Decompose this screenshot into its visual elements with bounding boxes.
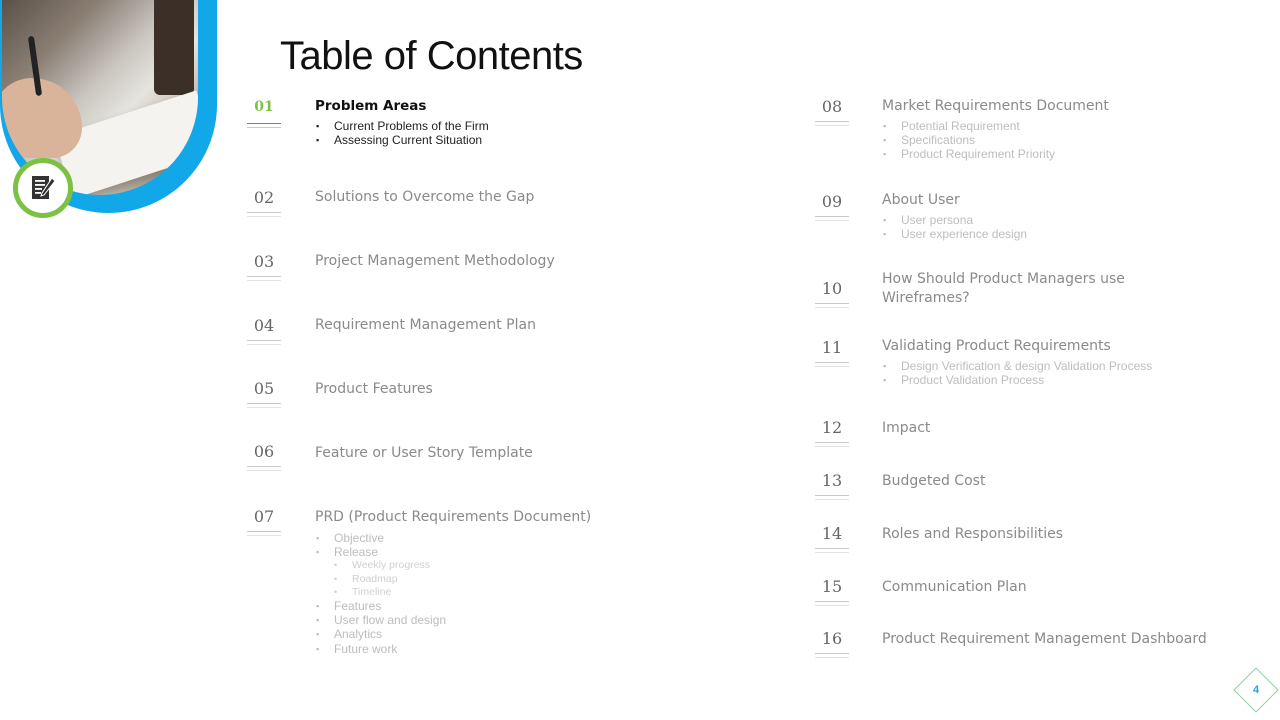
list-item: ▪ Design Verification & design Validation Process [901, 359, 1152, 373]
toc-number-11: 11 [815, 338, 849, 357]
toc-heading-13[interactable]: Budgeted Cost [882, 473, 986, 489]
toc-number-13: 13 [815, 471, 849, 490]
toc-heading-11[interactable]: Validating Product Requirements [882, 338, 1111, 354]
toc-number-03: 03 [247, 252, 281, 271]
toc-heading-06[interactable]: Feature or User Story Template [315, 445, 533, 461]
toc-heading-10[interactable]: How Should Product Managers use Wireframes? [882, 271, 1125, 306]
list-item: ▪ Release [334, 545, 446, 559]
toc-heading-05[interactable]: Product Features [315, 381, 433, 397]
toc-number-01: 01 [247, 99, 281, 115]
toc-number-15: 15 [815, 577, 849, 596]
list-item: • Roadmap [352, 573, 446, 586]
toc-number-14: 14 [815, 524, 849, 543]
toc-number-12: 12 [815, 418, 849, 437]
toc-number-09: 09 [815, 192, 849, 211]
list-item: ▪ Current Problems of the Firm [334, 119, 489, 133]
toc-heading-12[interactable]: Impact [882, 420, 931, 436]
toc-heading-15[interactable]: Communication Plan [882, 579, 1027, 595]
list-item: ▪ User persona [901, 213, 1027, 227]
toc-heading-07[interactable]: PRD (Product Requirements Document) [315, 509, 592, 525]
list-item: ▪ Product Requirement Priority [901, 147, 1055, 161]
list-item: ▪ Objective [334, 531, 446, 545]
page-number: 4 [1252, 684, 1260, 696]
toc-heading-01[interactable]: Problem Areas [315, 98, 427, 114]
toc-subitems-11 [901, 359, 1152, 387]
toc-number-02: 02 [247, 188, 281, 207]
list-item: ▪ Potential Requirement [901, 119, 1055, 133]
toc-subitems-07 [334, 531, 446, 656]
list-item: ▪ User flow and design [334, 613, 446, 627]
list-item: ▪ User experience design [901, 227, 1027, 241]
toc-heading-08[interactable]: Market Requirements Document [882, 98, 1109, 114]
list-item: • Weekly progress [352, 559, 446, 572]
toc-heading-03[interactable]: Project Management Methodology [315, 253, 555, 269]
toc-subitems-08 [901, 119, 1055, 162]
toc-number-07: 07 [247, 507, 281, 526]
toc-subitems-09 [901, 213, 1027, 241]
toc-number-05: 05 [247, 379, 281, 398]
toc-heading-16[interactable]: Product Requirement Management Dashboard [882, 631, 1207, 647]
list-item: ▪ Analytics [334, 627, 446, 641]
photo-hand [2, 78, 82, 158]
photo-cup [154, 0, 194, 95]
list-item: ▪ Assessing Current Situation [334, 133, 489, 147]
list-item: ▪ Product Validation Process [901, 373, 1152, 387]
list-item: • Timeline [352, 586, 446, 599]
toc-subitems-01 [334, 119, 489, 147]
toc-number-08: 08 [815, 97, 849, 116]
page-title: Table of Contents [280, 34, 583, 78]
toc-number-16: 16 [815, 629, 849, 648]
list-item: ▪ Features [334, 599, 446, 613]
list-item: ▪ Specifications [901, 133, 1055, 147]
list-item: ▪ Future work [334, 642, 446, 656]
toc-heading-09[interactable]: About User [882, 192, 960, 208]
toc-number-10: 10 [815, 279, 849, 298]
toc-number-04: 04 [247, 316, 281, 335]
document-edit-icon [13, 158, 73, 218]
toc-heading-02[interactable]: Solutions to Overcome the Gap [315, 189, 535, 205]
toc-number-06: 06 [247, 442, 281, 461]
toc-heading-14[interactable]: Roles and Responsibilities [882, 526, 1064, 542]
toc-heading-04[interactable]: Requirement Management Plan [315, 317, 536, 333]
